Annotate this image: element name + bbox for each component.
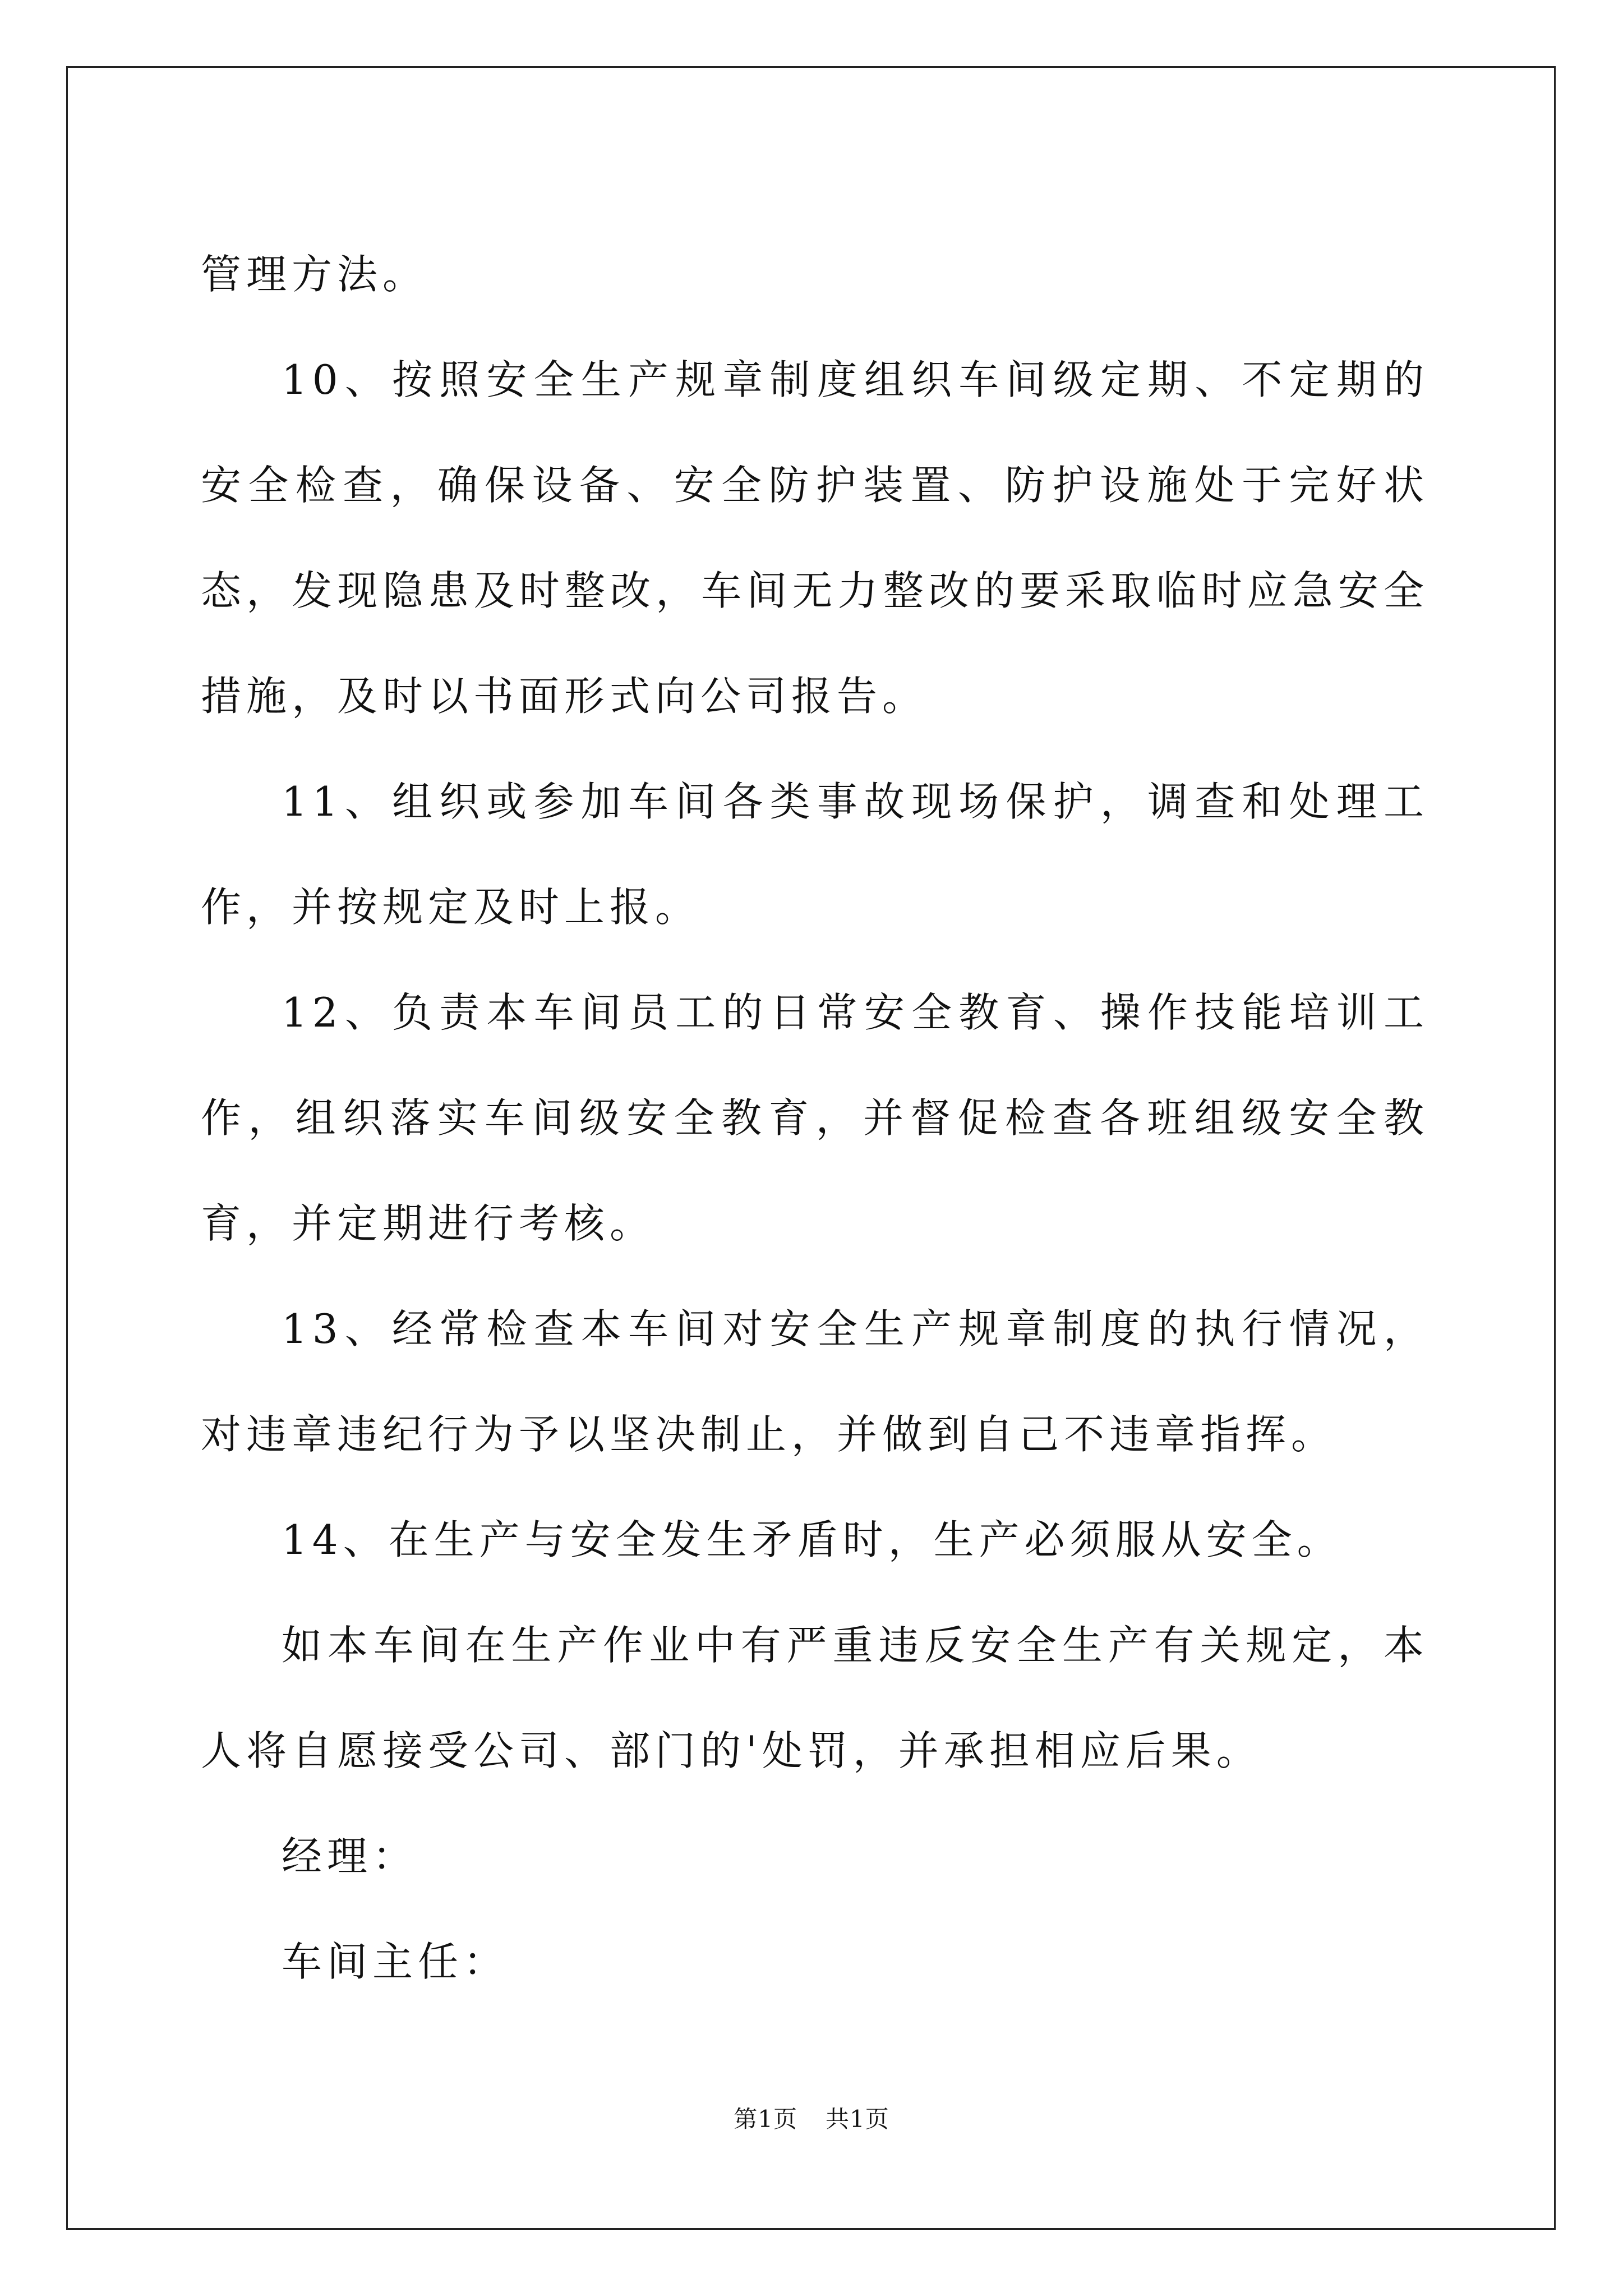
signature-manager: 经理： (282, 1833, 418, 1880)
page-number-current: 第1页 (734, 2105, 797, 2133)
paragraph-liability-statement: 如本车间在生产作业中有严重违反安全生产有关规定，本人将自愿接受公司、部门的'处罚，并承担相应后果。 (201, 1622, 1429, 1774)
document-body (201, 222, 1429, 2014)
paragraph-item-14: 14、在生产与安全发生矛盾时，生产必须服从安全。 (282, 1516, 1343, 1563)
paragraph-item-11: 11、组织或参加车间各类事故现场保护，调查和处理工作，并按规定及时上报。 (201, 778, 1429, 931)
page-footer (0, 2102, 1623, 2136)
paragraph-continuation: 管理方法。 (201, 251, 428, 298)
signature-workshop-director: 车间主任： (282, 1938, 509, 1985)
paragraph-item-10: 10、按照安全生产规章制度组织车间级定期、不定期的安全检查，确保设备、安全防护装置、防护设施处于完好状态，发现隐患及时整改，车间无力整改的要采取临时应急安全措施，及时以书面形式向公司报告。 (201, 356, 1429, 720)
paragraph-item-13: 13、经常检查本车间对安全生产规章制度的执行情况，对违章违纪行为予以坚决制止，并做到自己不违章指挥。 (201, 1305, 1429, 1458)
paragraph-item-12: 12、负责本车间员工的日常安全教育、操作技能培训工作，组织落实车间级安全教育，并督促检查各班组级安全教育，并定期进行考核。 (201, 989, 1429, 1247)
page-number-total: 共1页 (826, 2105, 889, 2133)
